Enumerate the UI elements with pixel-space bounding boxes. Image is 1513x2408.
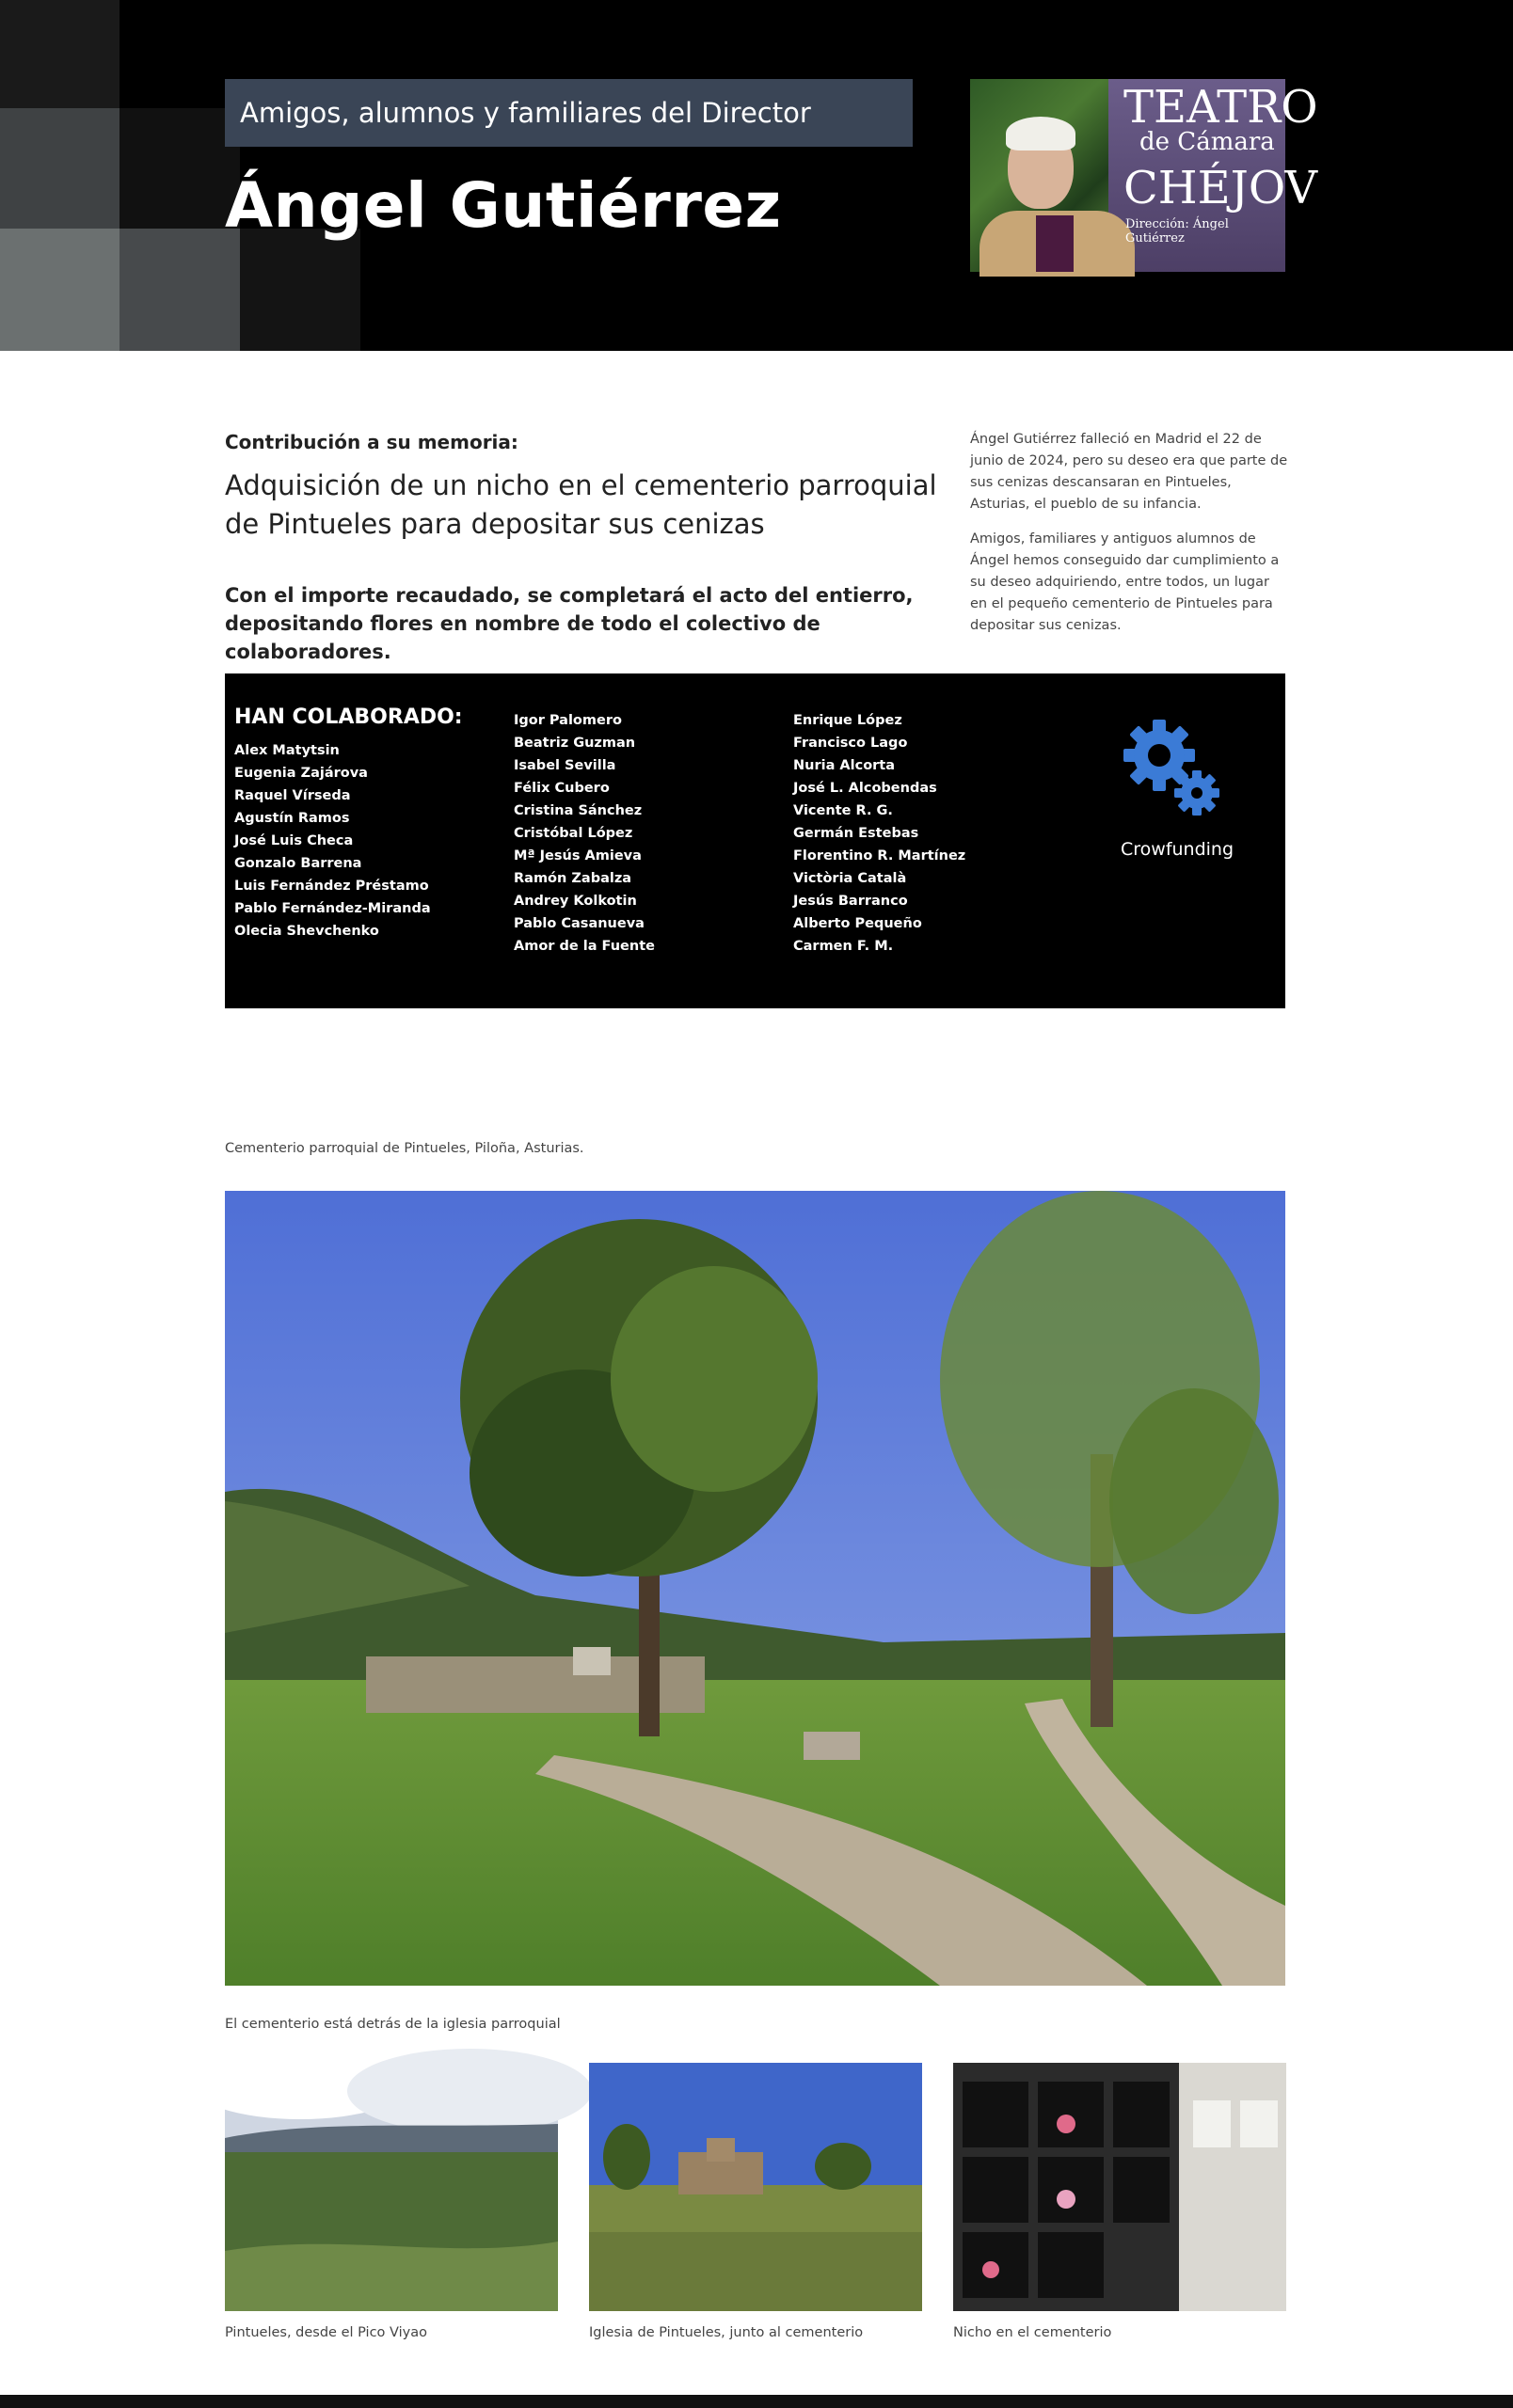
valley-image (225, 2063, 558, 2311)
thumb-iglesia (589, 2063, 922, 2311)
cemetery-landscape-image (225, 1191, 1285, 1986)
collaborator-name: Agustín Ramos (234, 811, 350, 826)
cemetery-photo (225, 1191, 1285, 1986)
collaborator-name: Amor de la Fuente (514, 939, 655, 954)
side-description (970, 429, 1290, 650)
collaborator-name: Alberto Pequeño (793, 916, 922, 931)
collaborator-name: Germán Estebas (793, 826, 919, 841)
thumb-pico-viyao (225, 2063, 558, 2311)
crowdfunding-label: Crowfunding (1121, 839, 1234, 860)
header-subtitle: Amigos, alumnos y familiares del Director (225, 79, 913, 147)
gears-icon (1122, 718, 1225, 821)
contribution-details: Con el importe recaudado, se completará el acto del entierro, depositando flores en nombre de todo el colectivo de colaboradores. (225, 584, 914, 663)
side-paragraph-2: Amigos, familiares y antiguos alumnos de Ángel hemos conseguido dar cumplimiento a su deseo adquiriendo, entre todos, un lugar en el pequeño cementerio de Pintueles para depositar sus cenizas. (970, 531, 1280, 633)
footer-bar (0, 2395, 1513, 2408)
collaborator-name: Pablo Casanueva (514, 916, 645, 931)
collaborator-name: Isabel Sevilla (514, 758, 616, 773)
page-title: Ángel Gutiérrez (225, 169, 782, 242)
collaborator-name: Ramón Zabalza (514, 871, 632, 886)
theatre-poster-image (970, 79, 1318, 272)
collaborators-column-3 (793, 709, 965, 958)
collaborator-name: Nuria Alcorta (793, 758, 896, 773)
deco-square (240, 229, 360, 351)
niche-wall-image (953, 2063, 1286, 2311)
collaborator-name: Beatriz Guzman (514, 736, 636, 751)
collaborator-name: Jesús Barranco (793, 894, 908, 909)
collaborator-name: Gonzalo Barrena (234, 856, 362, 871)
deco-square (119, 229, 240, 351)
church-image (589, 2063, 922, 2311)
deco-square (0, 229, 119, 351)
thumb-caption: Iglesia de Pintueles, junto al cementerio (589, 2325, 864, 2340)
thumb-caption: Pintueles, desde el Pico Viyao (225, 2325, 428, 2340)
collaborator-name: Victòria Català (793, 871, 907, 886)
secondary-caption: El cementerio está detrás de la iglesia parroquial (225, 2017, 561, 2032)
contribution-label: Contribución a su memoria: (225, 431, 518, 453)
poster-de-camara: de Cámara (1139, 128, 1275, 156)
deco-square (0, 0, 119, 108)
main-photo-caption: Cementerio parroquial de Pintueles, Piloña, Asturias. (225, 1141, 584, 1156)
collaborator-name: Alex Matytsin (234, 743, 340, 758)
contribution-heading: Adquisición de un nicho en el cementerio parroquial de Pintueles para depositar sus cenizas (225, 469, 937, 540)
collaborator-name: Luis Fernández Préstamo (234, 879, 429, 894)
poster-teatro: TEATRO (1123, 81, 1318, 134)
collaborator-name: Cristina Sánchez (514, 803, 643, 818)
collaborator-name: Olecia Shevchenko (234, 924, 379, 939)
deco-square (0, 108, 119, 229)
collaborator-name: Andrey Kolkotin (514, 894, 637, 909)
collaborator-name: Pablo Fernández-Miranda (234, 901, 431, 916)
thumb-caption: Nicho en el cementerio (953, 2325, 1112, 2340)
collaborator-name: José L. Alcobendas (793, 781, 937, 796)
collaborator-name: Eugenia Zajárova (234, 766, 368, 781)
collaborator-name: Vicente R. G. (793, 803, 893, 818)
poster-person-hair (1006, 117, 1075, 150)
collaborator-name: Raquel Vírseda (234, 788, 351, 803)
collaborator-name: Florentino R. Martínez (793, 848, 966, 863)
collaborator-name: Félix Cubero (514, 781, 610, 796)
collaborator-name: José Luis Checa (234, 833, 354, 848)
collaborator-name: Mª Jesús Amieva (514, 848, 642, 863)
collaborator-name: Francisco Lago (793, 736, 908, 751)
hero-header (0, 0, 1513, 351)
collaborator-name: Cristóbal López (514, 826, 633, 841)
deco-square (119, 108, 240, 229)
poster-direccion: Dirección: Ángel Gutiérrez (1125, 217, 1229, 246)
collaborator-name: Igor Palomero (514, 713, 622, 728)
poster-chejov: CHÉJOV (1123, 162, 1318, 214)
thumb-nicho (953, 2063, 1286, 2311)
collaborators-box (225, 673, 1285, 1008)
collaborator-name: Enrique López (793, 713, 902, 728)
side-paragraph-1: Ángel Gutiérrez falleció en Madrid el 22 de junio de 2024, pero su deseo era que parte de sus cenizas descansaran en Pintueles, Asturias, el pueblo de su infancia. (970, 432, 1288, 512)
poster-person-shirt (1036, 215, 1074, 272)
collaborators-title: HAN COLABORADO: (234, 705, 463, 729)
collaborators-column-2 (514, 709, 655, 958)
collaborator-name: Carmen F. M. (793, 939, 894, 954)
collaborators-column-1 (234, 739, 431, 943)
